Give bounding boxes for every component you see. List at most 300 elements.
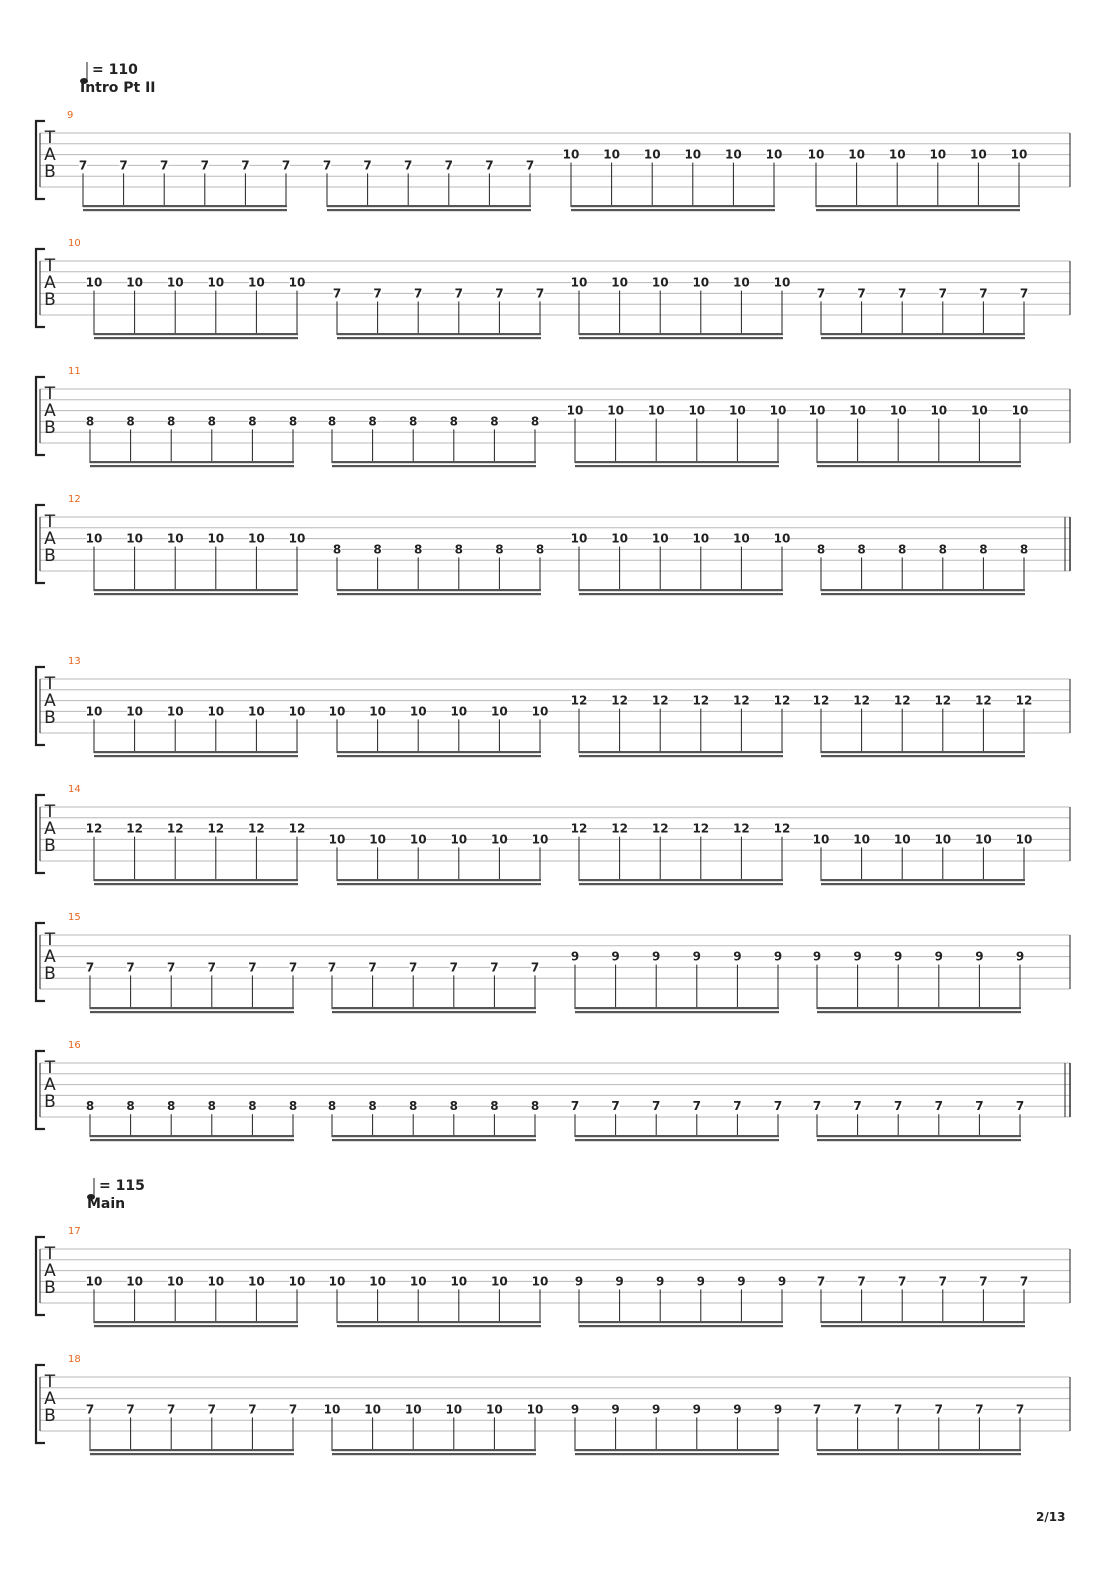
fret-number: 8 bbox=[490, 1099, 499, 1114]
fret-number: 10 bbox=[531, 1274, 549, 1289]
fret-number: 9 bbox=[894, 949, 903, 964]
tab-system bbox=[0, 1354, 1110, 1474]
tab-clef-letter: B bbox=[44, 418, 56, 438]
beam bbox=[90, 1139, 294, 1141]
tab-clef-letter: B bbox=[44, 162, 56, 182]
fret-number: 12 bbox=[773, 821, 791, 836]
fret-number: 7 bbox=[327, 960, 337, 975]
fret-number: 7 bbox=[207, 960, 216, 975]
tab-staff bbox=[0, 1226, 1110, 1346]
fret-number: 8 bbox=[449, 414, 458, 429]
fret-number: 10 bbox=[651, 531, 669, 546]
fret-number: 9 bbox=[611, 1402, 620, 1417]
fret-number: 12 bbox=[853, 693, 870, 708]
fret-number: 8 bbox=[288, 1099, 298, 1114]
fret-number: 7 bbox=[898, 1274, 907, 1289]
fret-number: 8 bbox=[327, 414, 337, 429]
fret-number: 8 bbox=[288, 414, 298, 429]
fret-number: 10 bbox=[207, 531, 225, 546]
fret-number: 10 bbox=[207, 275, 225, 290]
beam bbox=[337, 879, 541, 881]
fret-number: 7 bbox=[894, 1099, 903, 1114]
tab-clef-letter: A bbox=[44, 691, 56, 711]
fret-number: 10 bbox=[404, 1402, 422, 1417]
tab-clef-letter: A bbox=[44, 529, 56, 549]
section-label: Intro Pt II bbox=[80, 80, 156, 96]
beam bbox=[821, 1325, 1025, 1327]
beam bbox=[821, 751, 1025, 753]
fret-number: 10 bbox=[328, 704, 346, 719]
beam bbox=[821, 337, 1025, 339]
fret-number: 10 bbox=[207, 1274, 225, 1289]
fret-number: 10 bbox=[166, 1274, 184, 1289]
fret-number: 10 bbox=[929, 147, 947, 162]
beam bbox=[337, 751, 541, 753]
fret-number: 10 bbox=[848, 147, 865, 162]
fret-number: 12 bbox=[934, 693, 952, 708]
tab-clef-letter: A bbox=[44, 1389, 56, 1409]
tempo-text: = 110 bbox=[92, 62, 138, 78]
beam bbox=[90, 1449, 294, 1451]
bar-number: 11 bbox=[68, 366, 81, 377]
fret-number: 8 bbox=[816, 542, 826, 557]
fret-number: 10 bbox=[765, 147, 783, 162]
beam bbox=[816, 205, 1020, 207]
tab-clef-letter: A bbox=[44, 1261, 56, 1281]
tab-clef-letter: A bbox=[44, 401, 56, 421]
fret-number: 9 bbox=[773, 1402, 783, 1417]
fret-number: 12 bbox=[288, 821, 306, 836]
fret-number: 12 bbox=[85, 821, 103, 836]
beam bbox=[817, 1453, 1021, 1455]
beam bbox=[579, 755, 783, 757]
fret-number: 8 bbox=[126, 1099, 135, 1114]
page-number: 2/13 bbox=[1036, 1510, 1066, 1524]
fret-number: 12 bbox=[975, 693, 992, 708]
beam bbox=[817, 1011, 1021, 1013]
fret-number: 10 bbox=[807, 147, 825, 162]
fret-number: 8 bbox=[368, 1099, 377, 1114]
fret-number: 8 bbox=[368, 414, 377, 429]
fret-number: 7 bbox=[373, 286, 382, 301]
fret-number: 10 bbox=[725, 147, 742, 162]
tab-clef-letter: T bbox=[44, 802, 56, 822]
fret-number: 8 bbox=[979, 542, 988, 557]
fret-number: 9 bbox=[656, 1274, 665, 1289]
fret-number: 8 bbox=[85, 1099, 95, 1114]
fret-number: 7 bbox=[652, 1099, 661, 1114]
tab-system bbox=[0, 912, 1110, 1032]
fret-number: 10 bbox=[288, 275, 306, 290]
fret-number: 8 bbox=[207, 414, 216, 429]
tab-clef-letter: T bbox=[44, 1372, 56, 1392]
fret-number: 10 bbox=[692, 275, 710, 290]
beam bbox=[817, 461, 1021, 463]
beam bbox=[332, 1453, 536, 1455]
beam bbox=[337, 755, 541, 757]
tempo-text: = 115 bbox=[99, 1178, 145, 1194]
fret-number: 7 bbox=[611, 1099, 620, 1114]
beam bbox=[821, 593, 1025, 595]
beam bbox=[575, 461, 779, 463]
fret-number: 7 bbox=[248, 1402, 257, 1417]
beam bbox=[83, 205, 287, 207]
fret-number: 7 bbox=[160, 158, 169, 173]
fret-number: 10 bbox=[166, 531, 184, 546]
fret-number: 12 bbox=[611, 821, 628, 836]
fret-number: 7 bbox=[816, 286, 826, 301]
fret-number: 10 bbox=[603, 147, 620, 162]
fret-number: 10 bbox=[248, 531, 265, 546]
fret-number: 7 bbox=[816, 1274, 826, 1289]
bar-number: 14 bbox=[68, 784, 81, 795]
fret-number: 7 bbox=[200, 158, 209, 173]
fret-number: 10 bbox=[970, 147, 987, 162]
tab-clef-letter: B bbox=[44, 708, 56, 728]
fret-number: 10 bbox=[607, 403, 624, 418]
fret-number: 7 bbox=[938, 286, 947, 301]
beam bbox=[337, 333, 541, 335]
fret-number: 7 bbox=[119, 158, 128, 173]
beam bbox=[575, 1139, 779, 1141]
fret-number: 7 bbox=[733, 1099, 742, 1114]
fret-number: 7 bbox=[368, 960, 377, 975]
fret-number: 10 bbox=[248, 1274, 265, 1289]
fret-number: 10 bbox=[1011, 403, 1029, 418]
tab-clef-letter: T bbox=[44, 256, 56, 276]
fret-number: 10 bbox=[1015, 832, 1033, 847]
fret-number: 10 bbox=[248, 275, 265, 290]
fret-number: 7 bbox=[979, 286, 988, 301]
beam bbox=[817, 1449, 1021, 1451]
fret-number: 10 bbox=[934, 832, 952, 847]
fret-number: 7 bbox=[281, 158, 291, 173]
beam bbox=[821, 1321, 1025, 1323]
fret-number: 10 bbox=[611, 531, 628, 546]
beam bbox=[579, 593, 783, 595]
fret-number: 7 bbox=[126, 960, 135, 975]
tab-clef-letter: T bbox=[44, 1244, 56, 1264]
fret-number: 9 bbox=[652, 949, 661, 964]
beam bbox=[90, 1007, 294, 1009]
fret-number: 10 bbox=[207, 704, 225, 719]
fret-number: 7 bbox=[975, 1402, 984, 1417]
tab-clef-letter: A bbox=[44, 1075, 56, 1095]
fret-number: 8 bbox=[327, 1099, 337, 1114]
beam bbox=[332, 1135, 536, 1137]
fret-number: 7 bbox=[454, 286, 463, 301]
fret-number: 7 bbox=[1019, 286, 1029, 301]
beam bbox=[579, 751, 783, 753]
fret-number: 9 bbox=[733, 1402, 742, 1417]
fret-number: 10 bbox=[126, 1274, 143, 1289]
fret-number: 10 bbox=[364, 1402, 381, 1417]
beam bbox=[332, 1139, 536, 1141]
tab-clef-letter: A bbox=[44, 947, 56, 967]
fret-number: 7 bbox=[409, 960, 418, 975]
beam bbox=[90, 1011, 294, 1013]
tab-staff bbox=[0, 494, 1110, 614]
beam bbox=[90, 1135, 294, 1137]
fret-number: 10 bbox=[491, 832, 508, 847]
bar-number: 17 bbox=[68, 1226, 81, 1237]
beam bbox=[332, 1011, 536, 1013]
beam bbox=[332, 465, 536, 467]
bar-number: 9 bbox=[67, 110, 74, 121]
section-label: Main bbox=[87, 1196, 126, 1212]
fret-number: 12 bbox=[893, 693, 911, 708]
tab-staff bbox=[0, 110, 1110, 230]
beam bbox=[821, 589, 1025, 591]
fret-number: 8 bbox=[409, 414, 418, 429]
fret-number: 10 bbox=[531, 832, 549, 847]
fret-number: 7 bbox=[85, 960, 95, 975]
fret-number: 10 bbox=[531, 704, 549, 719]
beam bbox=[94, 593, 298, 595]
fret-number: 10 bbox=[889, 403, 907, 418]
fret-number: 10 bbox=[1010, 147, 1028, 162]
tab-system bbox=[0, 1226, 1110, 1346]
fret-number: 7 bbox=[288, 1402, 298, 1417]
fret-number: 9 bbox=[1015, 949, 1025, 964]
fret-number: 10 bbox=[733, 275, 750, 290]
fret-number: 7 bbox=[535, 286, 545, 301]
fret-number: 9 bbox=[615, 1274, 624, 1289]
beam bbox=[94, 1321, 298, 1323]
tab-clef-letter: A bbox=[44, 145, 56, 165]
fret-number: 10 bbox=[450, 704, 468, 719]
beam bbox=[337, 589, 541, 591]
fret-number: 7 bbox=[444, 158, 453, 173]
fret-number: 10 bbox=[491, 704, 508, 719]
tab-clef-letter: B bbox=[44, 1278, 56, 1298]
beam bbox=[337, 1321, 541, 1323]
beam bbox=[90, 465, 294, 467]
fret-number: 12 bbox=[248, 821, 265, 836]
fret-number: 8 bbox=[857, 542, 866, 557]
beam bbox=[327, 205, 531, 207]
fret-number: 7 bbox=[898, 286, 907, 301]
fret-number: 7 bbox=[490, 960, 499, 975]
fret-number: 8 bbox=[530, 414, 540, 429]
bar-number: 15 bbox=[68, 912, 81, 923]
fret-number: 8 bbox=[938, 542, 947, 557]
tab-staff bbox=[0, 1040, 1110, 1160]
fret-number: 7 bbox=[1019, 1274, 1029, 1289]
fret-number: 9 bbox=[652, 1402, 661, 1417]
tab-clef-letter: A bbox=[44, 273, 56, 293]
beam bbox=[579, 879, 783, 881]
fret-number: 10 bbox=[409, 704, 427, 719]
fret-number: 10 bbox=[288, 1274, 306, 1289]
beam bbox=[90, 1453, 294, 1455]
beam bbox=[337, 1325, 541, 1327]
fret-number: 8 bbox=[85, 414, 95, 429]
fret-number: 10 bbox=[888, 147, 906, 162]
fret-number: 10 bbox=[975, 832, 992, 847]
fret-number: 10 bbox=[369, 704, 386, 719]
beam bbox=[571, 209, 775, 211]
fret-number: 12 bbox=[692, 821, 710, 836]
fret-number: 10 bbox=[971, 403, 988, 418]
fret-number: 7 bbox=[288, 960, 298, 975]
beam bbox=[94, 751, 298, 753]
beam bbox=[327, 209, 531, 211]
beam bbox=[821, 755, 1025, 757]
fret-number: 7 bbox=[248, 960, 257, 975]
fret-number: 7 bbox=[414, 286, 423, 301]
beam bbox=[94, 333, 298, 335]
fret-number: 10 bbox=[688, 403, 706, 418]
fret-number: 10 bbox=[450, 832, 468, 847]
fret-number: 9 bbox=[733, 949, 742, 964]
fret-number: 8 bbox=[126, 414, 135, 429]
beam bbox=[821, 883, 1025, 885]
fret-number: 7 bbox=[979, 1274, 988, 1289]
fret-number: 8 bbox=[1019, 542, 1029, 557]
fret-number: 9 bbox=[574, 1274, 584, 1289]
beam bbox=[817, 465, 1021, 467]
fret-number: 7 bbox=[773, 1099, 783, 1114]
tab-clef-letter: T bbox=[44, 128, 56, 148]
beam bbox=[94, 879, 298, 881]
fret-number: 10 bbox=[126, 275, 143, 290]
tab-system bbox=[0, 784, 1110, 904]
fret-number: 9 bbox=[692, 949, 701, 964]
fret-number: 9 bbox=[812, 949, 822, 964]
fret-number: 8 bbox=[449, 1099, 458, 1114]
fret-number: 10 bbox=[643, 147, 661, 162]
fret-number: 10 bbox=[85, 275, 103, 290]
fret-number: 7 bbox=[530, 960, 540, 975]
fret-number: 10 bbox=[611, 275, 628, 290]
fret-number: 7 bbox=[692, 1099, 701, 1114]
fret-number: 8 bbox=[373, 542, 382, 557]
fret-number: 8 bbox=[414, 542, 423, 557]
fret-number: 10 bbox=[288, 704, 306, 719]
fret-number: 9 bbox=[570, 949, 580, 964]
fret-number: 8 bbox=[490, 414, 499, 429]
fret-number: 8 bbox=[248, 414, 257, 429]
fret-number: 7 bbox=[525, 158, 535, 173]
fret-number: 12 bbox=[611, 693, 628, 708]
fret-number: 10 bbox=[849, 403, 866, 418]
fret-number: 8 bbox=[332, 542, 342, 557]
tab-clef-letter: B bbox=[44, 836, 56, 856]
fret-number: 10 bbox=[773, 531, 791, 546]
beam bbox=[579, 883, 783, 885]
fret-number: 7 bbox=[207, 1402, 216, 1417]
tab-staff bbox=[0, 366, 1110, 486]
beam bbox=[817, 1135, 1021, 1137]
tab-clef-letter: B bbox=[44, 290, 56, 310]
fret-number: 12 bbox=[570, 693, 588, 708]
fret-number: 10 bbox=[893, 832, 911, 847]
fret-number: 10 bbox=[486, 1402, 503, 1417]
fret-number: 7 bbox=[1015, 1402, 1025, 1417]
fret-number: 7 bbox=[1015, 1099, 1025, 1114]
fret-number: 7 bbox=[894, 1402, 903, 1417]
fret-number: 7 bbox=[934, 1099, 943, 1114]
fret-number: 8 bbox=[248, 1099, 257, 1114]
fret-number: 10 bbox=[323, 1402, 341, 1417]
fret-number: 10 bbox=[570, 531, 588, 546]
tab-clef-letter: A bbox=[44, 819, 56, 839]
fret-number: 9 bbox=[777, 1274, 787, 1289]
fret-number: 7 bbox=[485, 158, 494, 173]
beam bbox=[332, 1007, 536, 1009]
beam bbox=[579, 1321, 783, 1323]
fret-number: 8 bbox=[207, 1099, 216, 1114]
fret-number: 7 bbox=[449, 960, 458, 975]
fret-number: 7 bbox=[938, 1274, 947, 1289]
beam bbox=[579, 333, 783, 335]
fret-number: 10 bbox=[369, 1274, 386, 1289]
fret-number: 8 bbox=[495, 542, 504, 557]
fret-number: 7 bbox=[857, 286, 866, 301]
fret-number: 10 bbox=[570, 275, 588, 290]
fret-number: 7 bbox=[857, 1274, 866, 1289]
beam bbox=[94, 1325, 298, 1327]
fret-number: 12 bbox=[166, 821, 184, 836]
fret-number: 10 bbox=[328, 832, 346, 847]
fret-number: 9 bbox=[570, 1402, 580, 1417]
beam bbox=[94, 337, 298, 339]
fret-number: 12 bbox=[733, 821, 750, 836]
tab-clef-letter: T bbox=[44, 930, 56, 950]
beam bbox=[575, 1453, 779, 1455]
beam bbox=[821, 333, 1025, 335]
fret-number: 7 bbox=[853, 1402, 862, 1417]
tab-clef-letter: B bbox=[44, 1406, 56, 1426]
tab-staff bbox=[0, 1354, 1110, 1474]
fret-number: 7 bbox=[975, 1099, 984, 1114]
fret-number: 10 bbox=[85, 704, 103, 719]
tab-system bbox=[0, 238, 1110, 358]
beam bbox=[332, 1449, 536, 1451]
fret-number: 7 bbox=[853, 1099, 862, 1114]
beam bbox=[817, 1007, 1021, 1009]
fret-number: 7 bbox=[495, 286, 504, 301]
fret-number: 7 bbox=[167, 960, 176, 975]
fret-number: 7 bbox=[85, 1402, 95, 1417]
fret-number: 10 bbox=[288, 531, 306, 546]
tab-clef-letter: T bbox=[44, 674, 56, 694]
fret-number: 8 bbox=[530, 1099, 540, 1114]
beam bbox=[337, 883, 541, 885]
beam bbox=[90, 461, 294, 463]
fret-number: 10 bbox=[85, 1274, 103, 1289]
tab-staff bbox=[0, 784, 1110, 904]
fret-number: 7 bbox=[322, 158, 332, 173]
tab-system bbox=[0, 366, 1110, 486]
fret-number: 8 bbox=[409, 1099, 418, 1114]
tab-clef-letter: T bbox=[44, 1058, 56, 1078]
fret-number: 10 bbox=[562, 147, 580, 162]
fret-number: 10 bbox=[166, 275, 184, 290]
tab-system bbox=[0, 656, 1110, 776]
fret-number: 12 bbox=[207, 821, 225, 836]
fret-number: 10 bbox=[853, 832, 870, 847]
fret-number: 7 bbox=[812, 1402, 822, 1417]
fret-number: 10 bbox=[526, 1402, 544, 1417]
fret-number: 9 bbox=[611, 949, 620, 964]
fret-number: 12 bbox=[651, 693, 669, 708]
fret-number: 12 bbox=[570, 821, 588, 836]
beam bbox=[575, 1449, 779, 1451]
fret-number: 10 bbox=[692, 531, 710, 546]
fret-number: 7 bbox=[126, 1402, 135, 1417]
